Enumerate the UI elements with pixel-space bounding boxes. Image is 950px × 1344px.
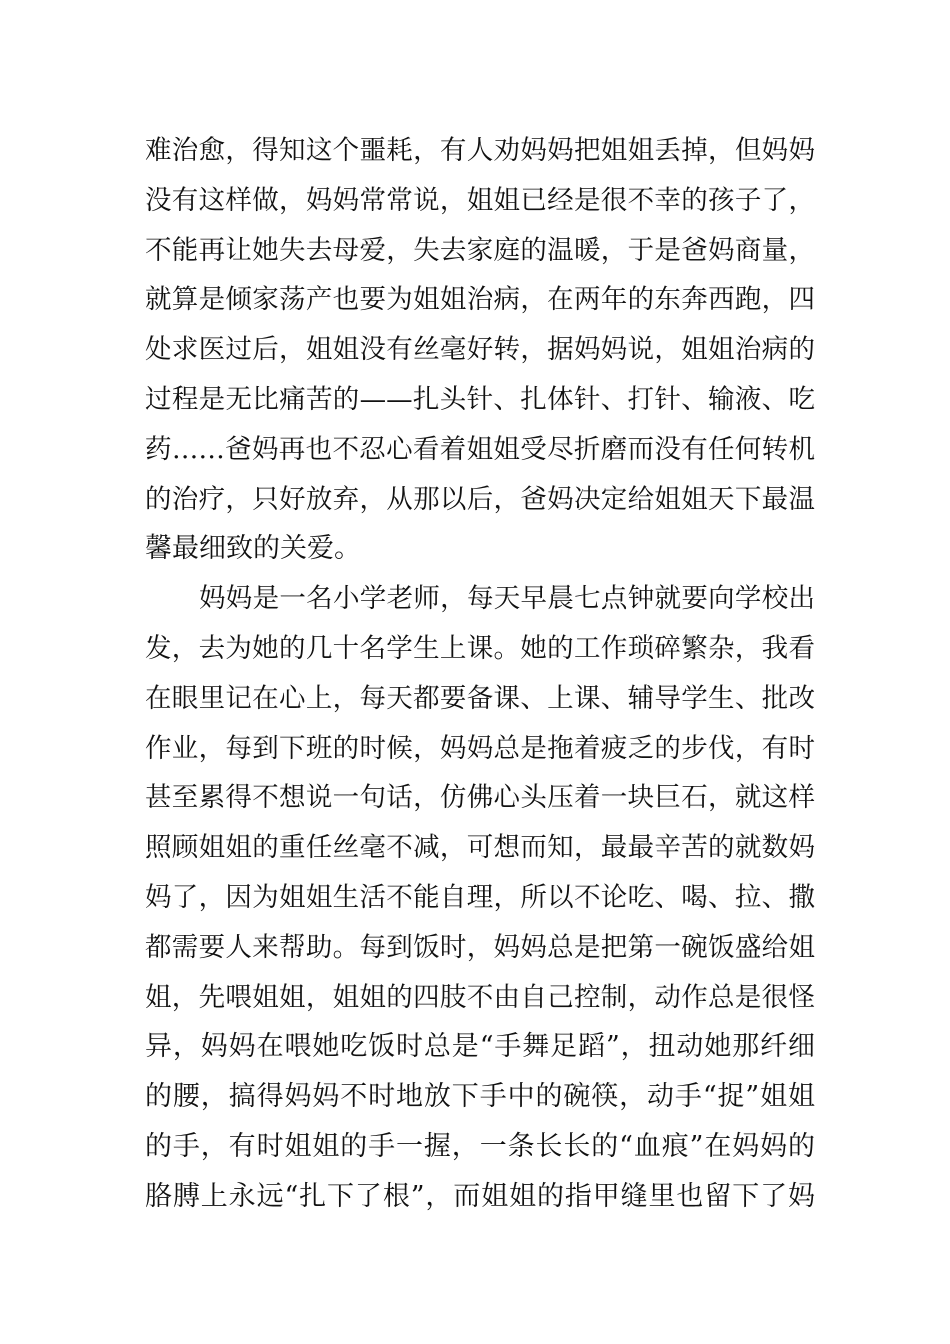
text-line: 处求医过后，姐姐没有丝毫好转，据妈妈说，姐姐治病的 [145,334,815,366]
text-line: 药……爸妈再也不忍心看着姐姐受尽折磨而没有任何转机 [145,433,815,465]
text-line: 作业，每到下班的时候，妈妈总是拖着疲乏的步伐，有时 [145,732,815,764]
text-line: 没有这样做，妈妈常常说，姐姐已经是很不幸的孩子了， [145,184,815,216]
body-text [145,126,815,1222]
text-line: 的手，有时姐姐的手一握，一条长长的“血痕”在妈妈的 [145,1130,815,1162]
text-line: 都需要人来帮助。每到饭时，妈妈总是把第一碗饭盛给姐 [145,931,815,963]
text-line: 在眼里记在心上，每天都要备课、上课、辅导学生、批改 [145,682,815,714]
text-line: 妈了，因为姐姐生活不能自理，所以不论吃、喝、拉、撒 [145,881,815,913]
text-line: 姐，先喂姐姐，姐姐的四肢不由自己控制，动作总是很怪 [145,981,815,1013]
text-line: 过程是无比痛苦的——扎头针、扎体针、打针、输液、吃 [145,383,815,415]
text-line: 甚至累得不想说一句话，仿佛心头压着一块巨石，就这样 [145,782,815,814]
text-line: 照顾姐姐的重任丝毫不减，可想而知，最最辛苦的就数妈 [145,832,815,864]
text-line: 发，去为她的几十名学生上课。她的工作琐碎繁杂，我看 [145,632,815,664]
text-line: 就算是倾家荡产也要为姐姐治病，在两年的东奔西跑，四 [145,284,815,316]
paragraph-first-line: 妈妈是一名小学老师，每天早晨七点钟就要向学校出 [199,583,815,615]
text-line: 异，妈妈在喂她吃饭时总是“手舞足蹈”，扭动她那纤细 [145,1031,815,1063]
text-line: 难治愈，得知这个噩耗，有人劝妈妈把姐姐丢掉，但妈妈 [145,135,815,166]
text-line: 的治疗，只好放弃，从那以后，爸妈决定给姐姐天下最温 [145,483,815,515]
text-line: 的腰，搞得妈妈不时地放下手中的碗筷，动手“捉”姐姐 [145,1081,815,1113]
text-line: 不能再让她失去母爱，失去家庭的温暖，于是爸妈商量， [145,234,815,266]
paragraph-end-line: 馨最细致的关爱。 [145,533,361,565]
text-line: 胳膊上永远“扎下了根”，而姐姐的指甲缝里也留下了妈 [145,1180,815,1212]
